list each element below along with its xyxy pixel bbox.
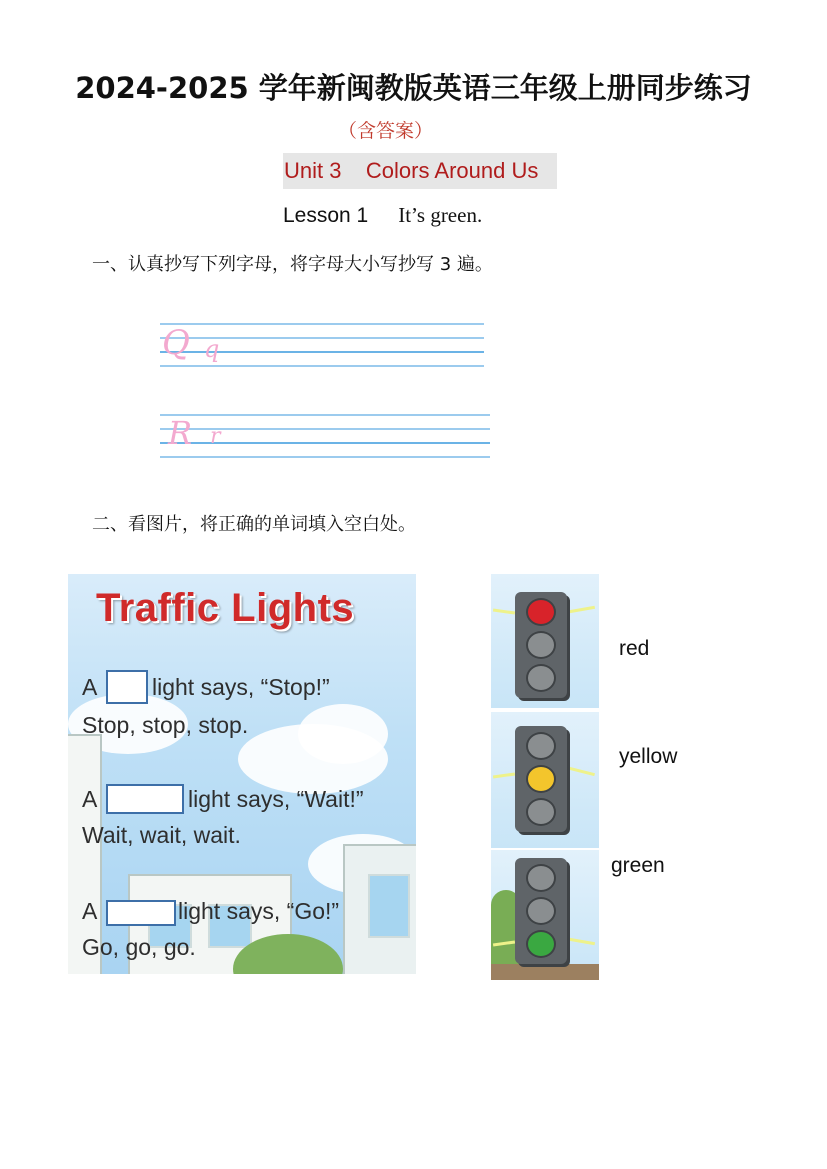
- answer-blank-2[interactable]: [106, 784, 184, 814]
- document-title: 2024-2025 学年新闽教版英语三年级上册同步练习: [75, 71, 752, 105]
- traced-lowercase-letter: r: [210, 424, 221, 449]
- lesson-number: Lesson 1: [283, 204, 369, 227]
- signal-lamp: [526, 732, 556, 760]
- answer-note: （含答案）: [338, 120, 434, 142]
- stanza-word-a: A: [82, 786, 98, 812]
- answer-blank-3[interactable]: [106, 900, 176, 926]
- lesson-phrase: It’s green.: [398, 203, 483, 227]
- stanza-refrain-1: Stop, stop, stop.: [82, 712, 249, 738]
- signal-lamp-lit: [526, 598, 556, 626]
- traffic-signal-red: [491, 574, 599, 708]
- lesson-heading: [283, 203, 482, 228]
- traffic-lights-picture: [68, 574, 416, 974]
- stanza-line-1: light says, “Stop!”: [152, 674, 330, 700]
- traced-lowercase-letter: q: [204, 335, 220, 363]
- unit-heading-text: Unit 3 Colors Around Us: [284, 158, 539, 183]
- signal-lamp-lit: [526, 930, 556, 958]
- traced-uppercase-letter: R: [168, 414, 193, 452]
- stanza-line-2: light says, “Wait!”: [188, 786, 364, 812]
- section2-instruction: 二、看图片，将正确的单词填入空白处。: [92, 514, 416, 535]
- unit-heading: [283, 153, 557, 189]
- stanza-refrain-3: Go, go, go.: [82, 934, 196, 960]
- signal-lamp: [526, 864, 556, 892]
- signal-lamp: [526, 664, 556, 692]
- stanza-refrain-2: Wait, wait, wait.: [82, 822, 241, 848]
- signal-lamp: [526, 631, 556, 659]
- signal-label-yellow: yellow: [619, 745, 678, 768]
- picture-title: Traffic Lights: [96, 586, 355, 630]
- signal-lamp: [526, 798, 556, 826]
- section1-instruction: 一、认真抄写下列字母，将字母大小写抄写 3 遍。: [92, 254, 493, 275]
- writing-lines-row-1: [160, 323, 484, 373]
- signal-label-green: green: [611, 854, 665, 877]
- stanza-line-3: light says, “Go!”: [178, 898, 340, 924]
- traced-uppercase-letter: Q: [162, 323, 190, 363]
- traffic-signal-yellow: [491, 712, 599, 848]
- answer-blank-1[interactable]: [106, 670, 148, 704]
- signal-lamp: [526, 897, 556, 925]
- traffic-signal-green: [491, 850, 599, 980]
- writing-lines-row-2: [160, 414, 490, 464]
- signal-lamp-lit: [526, 765, 556, 793]
- signal-label-red: red: [619, 637, 650, 660]
- stanza-word-a: A: [82, 898, 98, 924]
- stanza-word-a: A: [82, 674, 98, 700]
